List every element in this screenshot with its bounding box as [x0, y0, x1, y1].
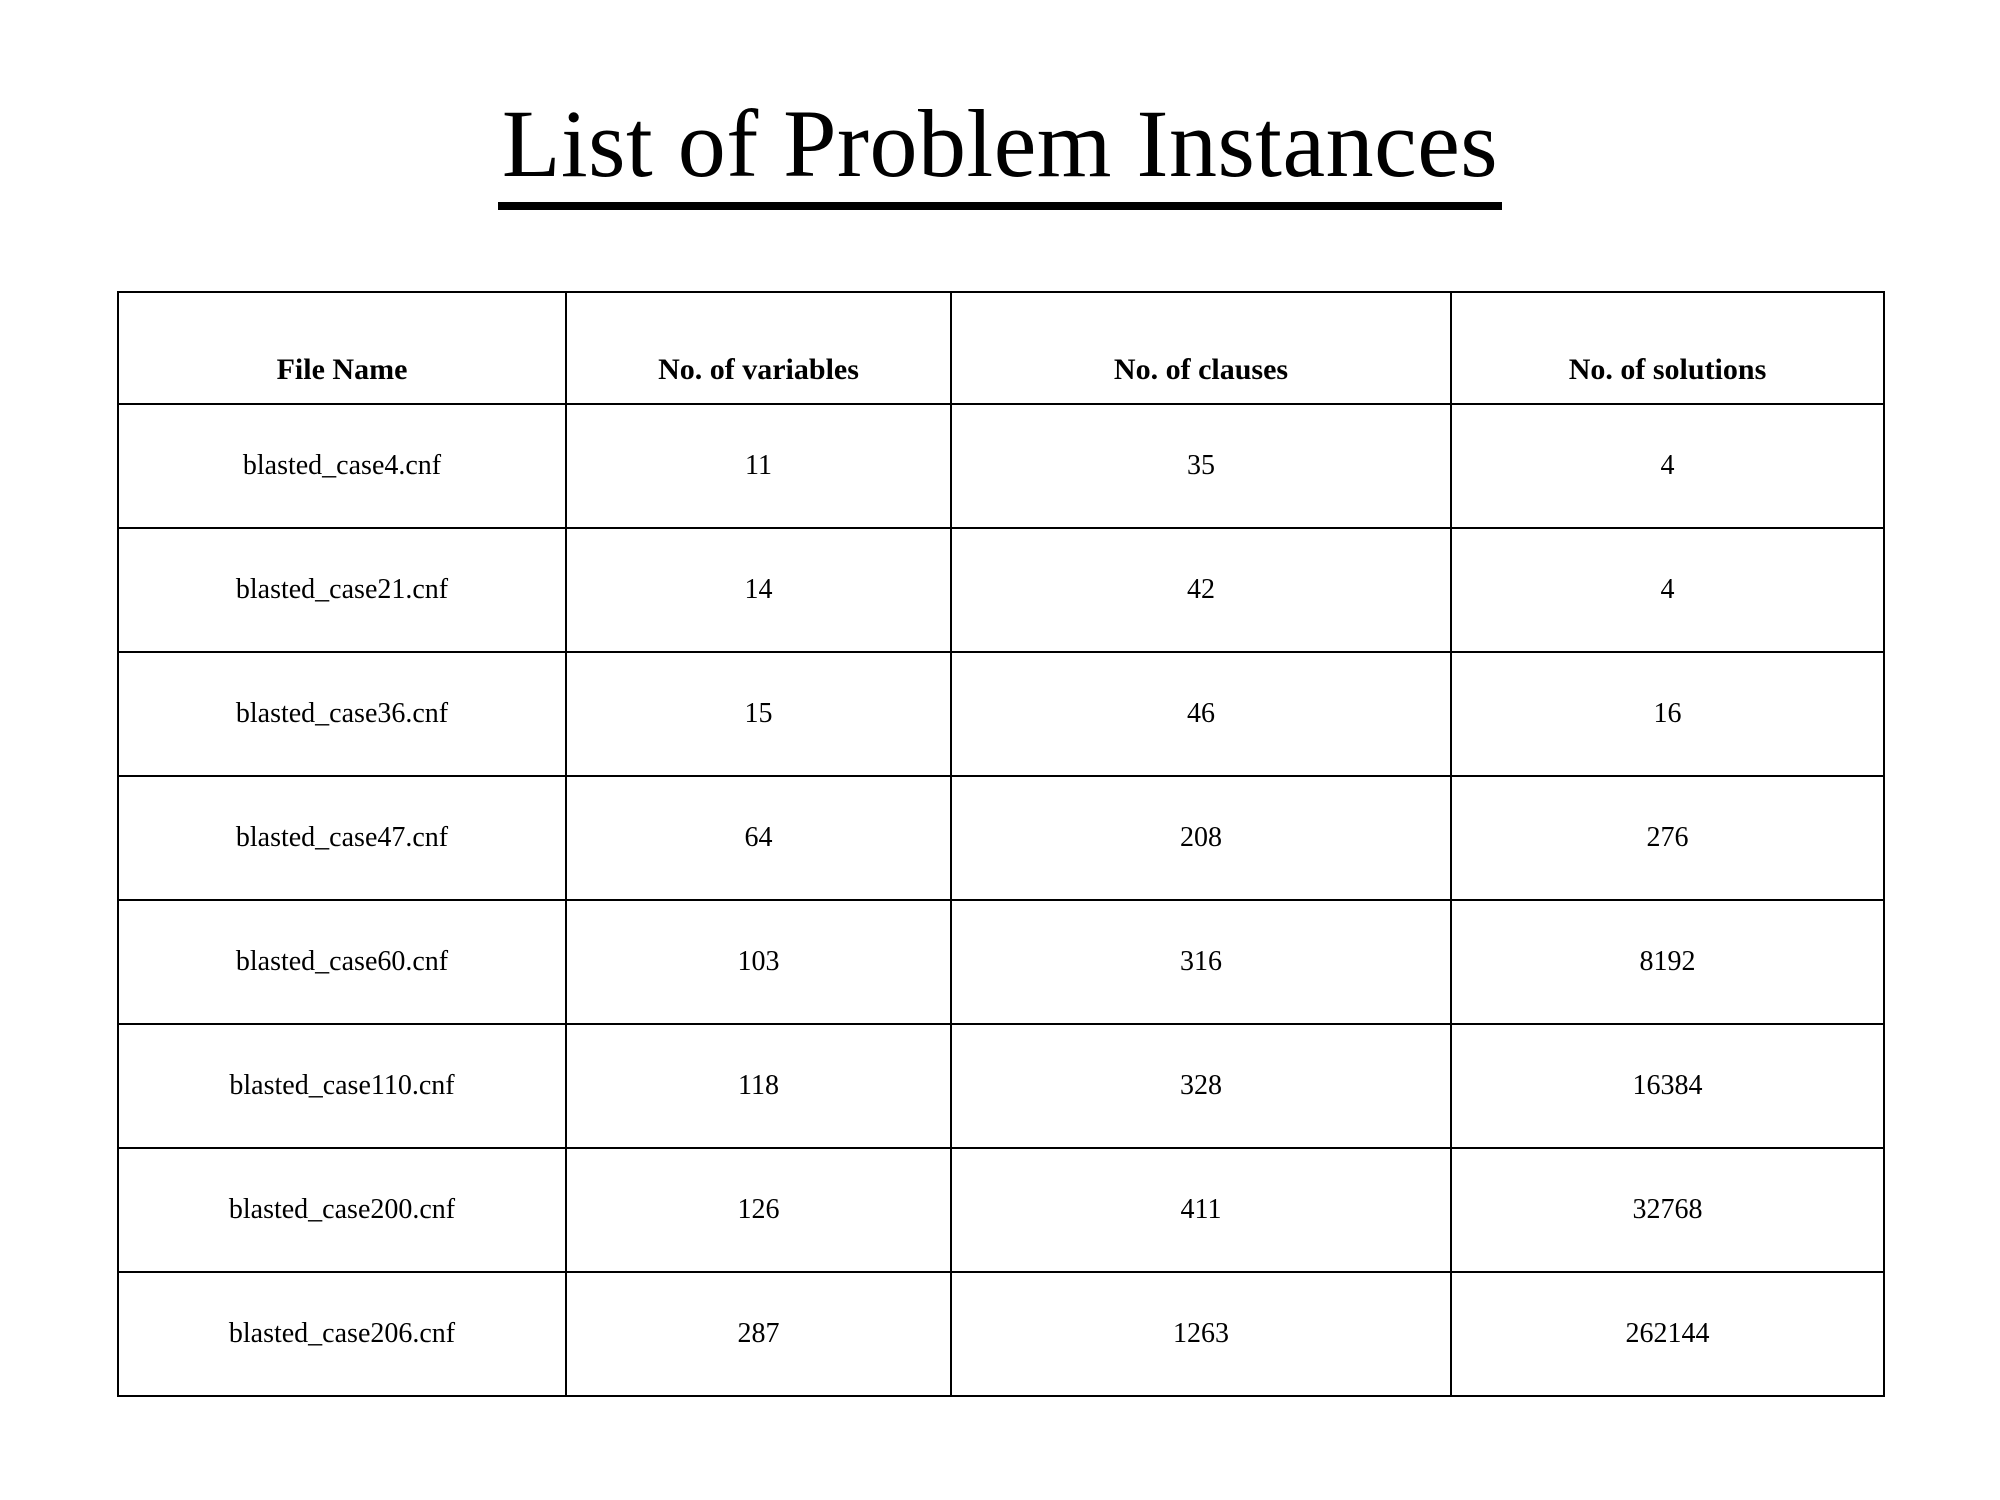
cell-clauses: 46	[951, 652, 1451, 776]
cell-clauses: 208	[951, 776, 1451, 900]
page-title: List of Problem Instances	[498, 96, 1502, 210]
table-body	[118, 404, 1884, 1396]
cell-solutions: 4	[1451, 528, 1884, 652]
cell-solutions: 16384	[1451, 1024, 1884, 1148]
cell-variables: 126	[566, 1148, 951, 1272]
cell-clauses: 1263	[951, 1272, 1451, 1396]
page-title-block	[0, 90, 2000, 210]
table-row	[118, 1148, 1884, 1272]
cell-variables: 14	[566, 528, 951, 652]
table-header-row	[118, 292, 1884, 404]
cell-variables: 15	[566, 652, 951, 776]
column-header-file-name: File Name	[118, 292, 566, 404]
cell-solutions: 276	[1451, 776, 1884, 900]
cell-variables: 287	[566, 1272, 951, 1396]
problem-instances-table-container	[117, 291, 1883, 1397]
cell-clauses: 411	[951, 1148, 1451, 1272]
table-row	[118, 900, 1884, 1024]
cell-file-name: blasted_case206.cnf	[118, 1272, 566, 1396]
problem-instances-table	[117, 291, 1885, 1397]
cell-solutions: 32768	[1451, 1148, 1884, 1272]
column-header-no-of-variables: No. of variables	[566, 292, 951, 404]
cell-file-name: blasted_case21.cnf	[118, 528, 566, 652]
cell-variables: 118	[566, 1024, 951, 1148]
cell-solutions: 262144	[1451, 1272, 1884, 1396]
table-row	[118, 528, 1884, 652]
cell-variables: 64	[566, 776, 951, 900]
column-header-no-of-solutions: No. of solutions	[1451, 292, 1884, 404]
cell-variables: 103	[566, 900, 951, 1024]
cell-clauses: 328	[951, 1024, 1451, 1148]
cell-clauses: 35	[951, 404, 1451, 528]
cell-solutions: 4	[1451, 404, 1884, 528]
cell-file-name: blasted_case47.cnf	[118, 776, 566, 900]
table-header	[118, 292, 1884, 404]
cell-solutions: 16	[1451, 652, 1884, 776]
table-row	[118, 652, 1884, 776]
cell-file-name: blasted_case36.cnf	[118, 652, 566, 776]
table-row	[118, 1272, 1884, 1396]
table-row	[118, 776, 1884, 900]
table-row	[118, 1024, 1884, 1148]
cell-clauses: 42	[951, 528, 1451, 652]
cell-solutions: 8192	[1451, 900, 1884, 1024]
cell-file-name: blasted_case200.cnf	[118, 1148, 566, 1272]
cell-clauses: 316	[951, 900, 1451, 1024]
cell-variables: 11	[566, 404, 951, 528]
column-header-no-of-clauses: No. of clauses	[951, 292, 1451, 404]
cell-file-name: blasted_case110.cnf	[118, 1024, 566, 1148]
cell-file-name: blasted_case4.cnf	[118, 404, 566, 528]
cell-file-name: blasted_case60.cnf	[118, 900, 566, 1024]
table-row	[118, 404, 1884, 528]
